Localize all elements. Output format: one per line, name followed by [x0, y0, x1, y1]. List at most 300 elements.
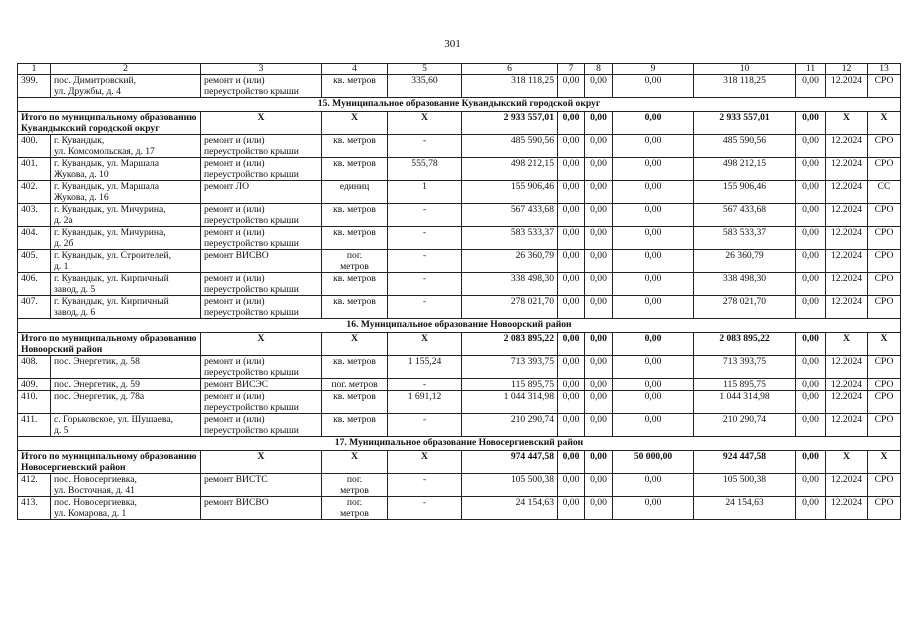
- capital-repair-table: [17, 63, 901, 520]
- column-header: 7: [558, 64, 585, 75]
- completion-date: 12.2024: [826, 204, 868, 227]
- x-mark: X: [826, 451, 868, 474]
- cell-line: кв. метров: [333, 135, 376, 146]
- cell-line: пос. Новосергиевка,: [54, 497, 137, 508]
- quantity-cell: -: [388, 497, 462, 520]
- amount-cell: 0,00: [558, 391, 585, 414]
- table-row: [18, 75, 901, 98]
- unit-cell: [322, 204, 388, 227]
- cell-line: ул. Восточная, д. 41: [54, 485, 135, 496]
- unit-cell: [322, 379, 388, 391]
- address-cell: [51, 391, 201, 414]
- cell-line: пог.: [346, 497, 363, 508]
- total-cost: 155 906,46: [462, 181, 558, 204]
- quantity-cell: -: [388, 250, 462, 273]
- completion-date: 12.2024: [826, 227, 868, 250]
- row-number: 412.: [18, 474, 51, 497]
- address-cell: [51, 181, 201, 204]
- cell-line: переустройство крыши: [204, 307, 299, 318]
- amount-cell: 2 933 557,01: [694, 112, 796, 135]
- row-number: 400.: [18, 135, 51, 158]
- amount-cell: 0,00: [796, 181, 826, 204]
- unit-cell: [322, 474, 388, 497]
- work-type-cell: [201, 135, 322, 158]
- amount-cell: 0,00: [796, 204, 826, 227]
- quantity-cell: 1 155,24: [388, 356, 462, 379]
- amount-cell: 0,00: [796, 296, 826, 319]
- amount-cell: 0,00: [613, 273, 694, 296]
- column-header: 3: [201, 64, 322, 75]
- column-header: 9: [613, 64, 694, 75]
- row-number: 407.: [18, 296, 51, 319]
- x-mark: X: [826, 112, 868, 135]
- method-cell: СРО: [868, 414, 901, 437]
- table-row: [18, 391, 901, 414]
- method-cell: СРО: [868, 250, 901, 273]
- quantity-cell: 555,78: [388, 158, 462, 181]
- cell-line: переустройство крыши: [204, 86, 299, 97]
- cell-line: ремонт и (или): [204, 204, 265, 215]
- cell-line: ремонт и (или): [204, 158, 265, 169]
- amount-cell: 0,00: [796, 391, 826, 414]
- cell-line: пос. Энергетик, д. 58: [54, 356, 140, 367]
- column-header: 8: [585, 64, 613, 75]
- address-cell: [51, 75, 201, 98]
- amount-cell: 0,00: [796, 273, 826, 296]
- unit-cell: [322, 497, 388, 520]
- work-type-cell: [201, 181, 322, 204]
- column-header: 13: [868, 64, 901, 75]
- column-header: 12: [826, 64, 868, 75]
- cell-line: переустройство крыши: [204, 284, 299, 295]
- table-row: [18, 474, 901, 497]
- amount-cell: 0,00: [613, 75, 694, 98]
- completion-date: 12.2024: [826, 75, 868, 98]
- table-row: [18, 379, 901, 391]
- cell-line: с. Горьковское, ул. Шушаева,: [54, 414, 173, 425]
- amount-cell: 0,00: [585, 250, 613, 273]
- completion-date: 12.2024: [826, 181, 868, 204]
- x-mark: X: [322, 333, 388, 356]
- cell-line: ремонт ВИСВО: [204, 250, 269, 261]
- method-cell: СРО: [868, 497, 901, 520]
- cell-line: ремонт и (или): [204, 227, 265, 238]
- unit-cell: [322, 414, 388, 437]
- completion-date: 12.2024: [826, 391, 868, 414]
- amount-cell: 0,00: [558, 414, 585, 437]
- address-cell: [51, 135, 201, 158]
- total-cost: 567 433,68: [462, 204, 558, 227]
- cell-line: ремонт ЛО: [204, 181, 250, 192]
- amount-cell: 0,00: [613, 333, 694, 356]
- cell-line: пос. Димитровский,: [54, 75, 137, 86]
- x-mark: X: [388, 333, 462, 356]
- address-cell: [51, 414, 201, 437]
- x-mark: X: [388, 451, 462, 474]
- amount-cell: 0,00: [558, 451, 585, 474]
- unit-cell: [322, 181, 388, 204]
- work-type-cell: [201, 296, 322, 319]
- amount-cell: 0,00: [585, 333, 613, 356]
- cell-line: кв. метров: [333, 227, 376, 238]
- amount-cell: 115 895,75: [694, 379, 796, 391]
- completion-date: 12.2024: [826, 296, 868, 319]
- amount-cell: 583 533,37: [694, 227, 796, 250]
- amount-cell: 105 500,38: [694, 474, 796, 497]
- completion-date: 12.2024: [826, 158, 868, 181]
- amount-cell: 0,00: [585, 204, 613, 227]
- amount-cell: 498 212,15: [694, 158, 796, 181]
- cell-line: кв. метров: [333, 273, 376, 284]
- column-number-row: [18, 64, 901, 75]
- quantity-cell: -: [388, 379, 462, 391]
- table-row: [18, 414, 901, 437]
- cell-line: ремонт ВИСЭС: [204, 379, 269, 390]
- row-number: 403.: [18, 204, 51, 227]
- completion-date: 12.2024: [826, 474, 868, 497]
- address-cell: [51, 273, 201, 296]
- amount-cell: 0,00: [585, 158, 613, 181]
- amount-cell: 338 498,30: [694, 273, 796, 296]
- cell-line: г. Кувандык, ул. Кирпичный: [54, 296, 169, 307]
- amount-cell: 0,00: [613, 158, 694, 181]
- row-number: 408.: [18, 356, 51, 379]
- section-title: 17. Муниципальное образование Новосергиевский район: [18, 437, 901, 451]
- section-heading-row: [18, 98, 901, 112]
- cell-line: д. 2а: [54, 215, 73, 226]
- quantity-cell: -: [388, 474, 462, 497]
- x-mark: X: [868, 112, 901, 135]
- address-cell: [51, 204, 201, 227]
- address-cell: [51, 497, 201, 520]
- work-type-cell: [201, 204, 322, 227]
- cell-line: ул. Комарова, д. 1: [54, 508, 127, 519]
- section-heading-row: [18, 437, 901, 451]
- total-cost: 278 021,70: [462, 296, 558, 319]
- cell-line: кв. метров: [333, 204, 376, 215]
- x-mark: X: [201, 451, 322, 474]
- amount-cell: 0,00: [558, 250, 585, 273]
- total-label: Итого по муниципальному образованию Новоорский район: [18, 333, 201, 356]
- table-row: [18, 273, 901, 296]
- cell-line: Жукова, д. 10: [54, 169, 109, 180]
- table-row: [18, 356, 901, 379]
- cell-line: переустройство крыши: [204, 169, 299, 180]
- amount-cell: 0,00: [796, 356, 826, 379]
- amount-cell: 0,00: [558, 75, 585, 98]
- amount-cell: 0,00: [558, 135, 585, 158]
- amount-cell: 0,00: [585, 391, 613, 414]
- total-cost: 2 933 557,01: [462, 112, 558, 135]
- completion-date: 12.2024: [826, 379, 868, 391]
- amount-cell: 0,00: [796, 135, 826, 158]
- amount-cell: 0,00: [613, 414, 694, 437]
- cell-line: кв. метров: [333, 296, 376, 307]
- amount-cell: 0,00: [558, 273, 585, 296]
- total-cost: 583 533,37: [462, 227, 558, 250]
- cell-line: пог. метров: [331, 379, 378, 390]
- x-mark: X: [868, 451, 901, 474]
- total-cost: 318 118,25: [462, 75, 558, 98]
- work-type-cell: [201, 227, 322, 250]
- amount-cell: 0,00: [585, 227, 613, 250]
- amount-cell: 0,00: [585, 474, 613, 497]
- method-cell: СРО: [868, 379, 901, 391]
- cell-line: единиц: [339, 181, 370, 192]
- unit-cell: [322, 75, 388, 98]
- quantity-cell: 1: [388, 181, 462, 204]
- amount-cell: 0,00: [796, 112, 826, 135]
- unit-cell: [322, 227, 388, 250]
- table-row: [18, 227, 901, 250]
- amount-cell: 0,00: [585, 296, 613, 319]
- total-cost: 498 212,15: [462, 158, 558, 181]
- unit-cell: [322, 391, 388, 414]
- address-cell: [51, 158, 201, 181]
- cell-line: метров: [340, 485, 369, 496]
- amount-cell: 0,00: [613, 204, 694, 227]
- work-type-cell: [201, 273, 322, 296]
- amount-cell: 924 447,58: [694, 451, 796, 474]
- x-mark: X: [868, 333, 901, 356]
- total-cost: 1 044 314,98: [462, 391, 558, 414]
- x-mark: X: [388, 112, 462, 135]
- total-cost: 2 083 895,22: [462, 333, 558, 356]
- amount-cell: 0,00: [558, 379, 585, 391]
- cell-line: переустройство крыши: [204, 402, 299, 413]
- row-number: 402.: [18, 181, 51, 204]
- cell-line: кв. метров: [333, 391, 376, 402]
- amount-cell: 0,00: [613, 135, 694, 158]
- total-cost: 713 393,75: [462, 356, 558, 379]
- amount-cell: 0,00: [558, 474, 585, 497]
- completion-date: 12.2024: [826, 250, 868, 273]
- method-cell: СРО: [868, 474, 901, 497]
- amount-cell: 0,00: [585, 356, 613, 379]
- table-row: [18, 158, 901, 181]
- cell-line: г. Кувандык, ул. Мичурина,: [54, 227, 166, 238]
- amount-cell: 567 433,68: [694, 204, 796, 227]
- x-mark: X: [322, 112, 388, 135]
- column-header: 4: [322, 64, 388, 75]
- row-number: 401.: [18, 158, 51, 181]
- amount-cell: 0,00: [796, 451, 826, 474]
- cell-line: ремонт ВИСВО: [204, 497, 269, 508]
- cell-line: д. 5: [54, 425, 69, 436]
- cell-line: метров: [340, 508, 369, 519]
- cell-line: кв. метров: [333, 158, 376, 169]
- completion-date: 12.2024: [826, 497, 868, 520]
- cell-line: завод, д. 5: [54, 284, 96, 295]
- cell-line: кв. метров: [333, 75, 376, 86]
- address-cell: [51, 227, 201, 250]
- amount-cell: 0,00: [585, 135, 613, 158]
- quantity-cell: -: [388, 296, 462, 319]
- unit-cell: [322, 135, 388, 158]
- amount-cell: 0,00: [796, 497, 826, 520]
- work-type-cell: [201, 379, 322, 391]
- cell-line: ремонт и (или): [204, 75, 265, 86]
- x-mark: X: [201, 333, 322, 356]
- amount-cell: 0,00: [613, 474, 694, 497]
- amount-cell: 0,00: [613, 391, 694, 414]
- amount-cell: 0,00: [585, 112, 613, 135]
- cell-line: ул. Комсомольская, д. 17: [54, 146, 155, 157]
- amount-cell: 0,00: [796, 158, 826, 181]
- method-cell: СРО: [868, 158, 901, 181]
- amount-cell: 0,00: [558, 112, 585, 135]
- municipality-total-row: [18, 333, 901, 356]
- row-number: 406.: [18, 273, 51, 296]
- unit-cell: [322, 250, 388, 273]
- amount-cell: 0,00: [796, 474, 826, 497]
- quantity-cell: -: [388, 204, 462, 227]
- cell-line: завод, д. 6: [54, 307, 96, 318]
- quantity-cell: 335,60: [388, 75, 462, 98]
- cell-line: г. Кувандык, ул. Маршала: [54, 158, 160, 169]
- table-row: [18, 250, 901, 273]
- cell-line: г. Кувандык, ул. Мичурина,: [54, 204, 166, 215]
- amount-cell: 0,00: [796, 227, 826, 250]
- cell-line: ремонт и (или): [204, 414, 265, 425]
- row-number: 411.: [18, 414, 51, 437]
- cell-line: д. 2б: [54, 238, 74, 249]
- amount-cell: 0,00: [613, 112, 694, 135]
- column-header: 11: [796, 64, 826, 75]
- total-cost: 338 498,30: [462, 273, 558, 296]
- completion-date: 12.2024: [826, 414, 868, 437]
- cell-line: пог.: [346, 474, 363, 485]
- address-cell: [51, 250, 201, 273]
- method-cell: СРО: [868, 296, 901, 319]
- work-type-cell: [201, 356, 322, 379]
- amount-cell: 318 118,25: [694, 75, 796, 98]
- amount-cell: 0,00: [613, 379, 694, 391]
- completion-date: 12.2024: [826, 273, 868, 296]
- work-type-cell: [201, 414, 322, 437]
- cell-line: кв. метров: [333, 414, 376, 425]
- row-number: 410.: [18, 391, 51, 414]
- amount-cell: 278 021,70: [694, 296, 796, 319]
- total-label: Итого по муниципальному образованию Кувандыкский городской округ: [18, 112, 201, 135]
- cell-line: ремонт и (или): [204, 273, 265, 284]
- amount-cell: 0,00: [585, 75, 613, 98]
- cell-line: ремонт и (или): [204, 296, 265, 307]
- amount-cell: 0,00: [613, 250, 694, 273]
- cell-line: пог.: [346, 250, 363, 261]
- table-row: [18, 296, 901, 319]
- total-cost: 210 290,74: [462, 414, 558, 437]
- address-cell: [51, 296, 201, 319]
- completion-date: 12.2024: [826, 135, 868, 158]
- amount-cell: 0,00: [613, 497, 694, 520]
- method-cell: СРО: [868, 135, 901, 158]
- total-cost: 485 590,56: [462, 135, 558, 158]
- completion-date: 12.2024: [826, 356, 868, 379]
- cell-line: пос. Энергетик, д. 78а: [54, 391, 145, 402]
- cell-line: переустройство крыши: [204, 146, 299, 157]
- amount-cell: 0,00: [558, 296, 585, 319]
- x-mark: X: [322, 451, 388, 474]
- amount-cell: 0,00: [585, 273, 613, 296]
- cell-line: ремонт и (или): [204, 135, 265, 146]
- work-type-cell: [201, 474, 322, 497]
- section-title: 15. Муниципальное образование Кувандыкский городской округ: [18, 98, 901, 112]
- method-cell: СС: [868, 181, 901, 204]
- quantity-cell: 1 691,12: [388, 391, 462, 414]
- cell-line: метров: [340, 261, 369, 272]
- cell-line: ремонт и (или): [204, 356, 265, 367]
- method-cell: СРО: [868, 391, 901, 414]
- amount-cell: 0,00: [796, 75, 826, 98]
- section-title: 16. Муниципальное образование Новоорский район: [18, 319, 901, 333]
- cell-line: пос. Энергетик, д. 59: [54, 379, 140, 390]
- amount-cell: 210 290,74: [694, 414, 796, 437]
- amount-cell: 0,00: [585, 497, 613, 520]
- amount-cell: 0,00: [796, 379, 826, 391]
- column-header: 2: [51, 64, 201, 75]
- unit-cell: [322, 296, 388, 319]
- amount-cell: 0,00: [796, 250, 826, 273]
- amount-cell: 26 360,79: [694, 250, 796, 273]
- row-number: 399.: [18, 75, 51, 98]
- column-header: 5: [388, 64, 462, 75]
- amount-cell: 155 906,46: [694, 181, 796, 204]
- work-type-cell: [201, 75, 322, 98]
- quantity-cell: -: [388, 227, 462, 250]
- cell-line: пос. Новосергиевка,: [54, 474, 137, 485]
- amount-cell: 0,00: [558, 497, 585, 520]
- total-cost: 115 895,75: [462, 379, 558, 391]
- address-cell: [51, 356, 201, 379]
- section-heading-row: [18, 319, 901, 333]
- cell-line: кв. метров: [333, 356, 376, 367]
- amount-cell: 0,00: [558, 227, 585, 250]
- amount-cell: 50 000,00: [613, 451, 694, 474]
- column-header: 6: [462, 64, 558, 75]
- amount-cell: 24 154,63: [694, 497, 796, 520]
- method-cell: СРО: [868, 227, 901, 250]
- amount-cell: 0,00: [585, 414, 613, 437]
- method-cell: СРО: [868, 356, 901, 379]
- amount-cell: 0,00: [796, 333, 826, 356]
- method-cell: СРО: [868, 273, 901, 296]
- method-cell: СРО: [868, 75, 901, 98]
- amount-cell: 0,00: [613, 227, 694, 250]
- x-mark: X: [826, 333, 868, 356]
- cell-line: ремонт ВИСТС: [204, 474, 268, 485]
- amount-cell: 0,00: [558, 356, 585, 379]
- quantity-cell: -: [388, 135, 462, 158]
- unit-cell: [322, 273, 388, 296]
- column-header: 10: [694, 64, 796, 75]
- work-type-cell: [201, 391, 322, 414]
- total-cost: 24 154,63: [462, 497, 558, 520]
- cell-line: ул. Дружбы, д. 4: [54, 86, 121, 97]
- total-cost: 105 500,38: [462, 474, 558, 497]
- amount-cell: 0,00: [558, 204, 585, 227]
- amount-cell: 0,00: [613, 296, 694, 319]
- work-type-cell: [201, 250, 322, 273]
- municipality-total-row: [18, 112, 901, 135]
- row-number: 409.: [18, 379, 51, 391]
- amount-cell: 0,00: [585, 451, 613, 474]
- unit-cell: [322, 356, 388, 379]
- cell-line: переустройство крыши: [204, 425, 299, 436]
- page-number: 301: [444, 38, 461, 50]
- table-row: [18, 181, 901, 204]
- quantity-cell: -: [388, 273, 462, 296]
